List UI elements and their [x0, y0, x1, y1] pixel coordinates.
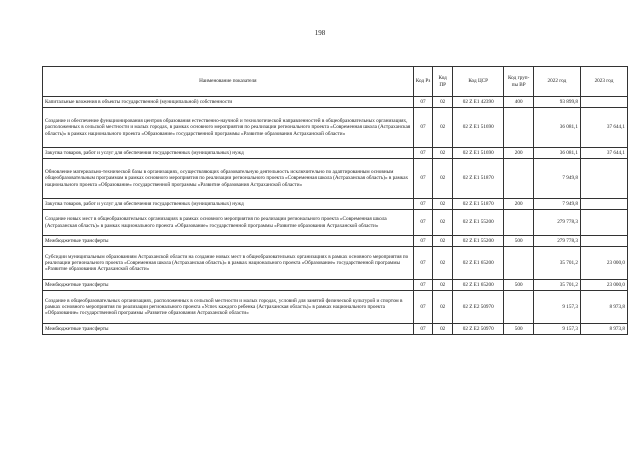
row-2022-cell: 7 949,8: [533, 159, 580, 199]
row-name-cell: Закупка товаров, работ и услуг для обеспечения государственных (муниципальных) нужд: [43, 199, 414, 210]
row-pr-cell: 02: [433, 108, 453, 148]
table-row: [43, 247, 628, 280]
row-2023-cell: 23 000,0: [580, 280, 627, 291]
row-pr-cell: 02: [433, 247, 453, 280]
row-vr-cell: 200: [504, 199, 534, 210]
row-name-cell: Капитальные вложения в объекты государственной (муниципальной) собственности: [43, 97, 414, 108]
row-pr-cell: 02: [433, 97, 453, 108]
row-2023-cell: 8 973,8: [580, 324, 627, 335]
row-vr-cell: 500: [504, 324, 534, 335]
row-name-cell: Обновление материально-технической базы в организациях, осуществляющих образовательную деятельность исключительно по адаптированным основным общеобразовательным программам в рамках основного мероприятия по реализации регионального проекта «Современная школа (Астраханская область)» в рамках национального проекта «Образование» государственной программы «Развитие образования Астраханской области»: [43, 159, 414, 199]
row-name-cell: Закупка товаров, работ и услуг для обеспечения государственных (муниципальных) нужд: [43, 148, 414, 159]
row-rz-cell: 07: [413, 291, 433, 324]
row-vr-cell: [504, 159, 534, 199]
row-rz-cell: 07: [413, 247, 433, 280]
header-rz: Код Рз: [413, 67, 433, 97]
row-pr-cell: 02: [433, 148, 453, 159]
table-row: [43, 159, 628, 199]
table-row: [43, 291, 628, 324]
row-2023-cell: [580, 210, 627, 236]
row-rz-cell: 07: [413, 210, 433, 236]
row-name-cell: Межбюджетные трансферты: [43, 324, 414, 335]
row-pr-cell: 02: [433, 280, 453, 291]
table-row: [43, 280, 628, 291]
row-2023-cell: [580, 159, 627, 199]
row-csr-cell: 02 Z E1 51690: [453, 148, 504, 159]
row-2023-cell: [580, 97, 627, 108]
row-name-cell: Создание в общеобразовательных организациях, расположенных в сельской местности и малых городах, условий для занятий физической культурой и спортом в рамках основного мероприятия по реализации регионального проекта «Успех каждого ребенка (Астраханская область)» в рамках национального проекта «Образование» государственной программы «Развитие образования Астраханской области»: [43, 291, 414, 324]
row-vr-cell: [504, 210, 534, 236]
row-2022-cell: 35 701,2: [533, 247, 580, 280]
header-name: Наименование показателя: [43, 67, 414, 97]
row-2022-cell: 93 899,8: [533, 97, 580, 108]
row-pr-cell: 02: [433, 159, 453, 199]
row-rz-cell: 07: [413, 280, 433, 291]
row-csr-cell: 02 Z E1 51690: [453, 108, 504, 148]
header-vr: Код груп-пы ВР: [504, 67, 534, 97]
row-2022-cell: 36 081,1: [533, 148, 580, 159]
row-vr-cell: 200: [504, 148, 534, 159]
header-2023: 2023 год: [580, 67, 627, 97]
row-pr-cell: 02: [433, 236, 453, 247]
row-csr-cell: 02 Z E1 42390: [453, 97, 504, 108]
row-csr-cell: 02 Z E1 55200: [453, 210, 504, 236]
table-row: [43, 97, 628, 108]
header-csr: Код ЦСР: [453, 67, 504, 97]
row-vr-cell: 400: [504, 97, 534, 108]
row-2022-cell: 35 701,2: [533, 280, 580, 291]
row-2022-cell: 7 949,8: [533, 199, 580, 210]
row-vr-cell: [504, 108, 534, 148]
row-rz-cell: 07: [413, 159, 433, 199]
header-2022: 2022 год: [533, 67, 580, 97]
row-2022-cell: 9 157,3: [533, 291, 580, 324]
row-rz-cell: 07: [413, 108, 433, 148]
row-rz-cell: 07: [413, 236, 433, 247]
row-pr-cell: 02: [433, 210, 453, 236]
table-row: [43, 324, 628, 335]
row-csr-cell: 02 Z E1 51870: [453, 199, 504, 210]
budget-table: [42, 66, 628, 335]
row-2022-cell: 9 157,3: [533, 324, 580, 335]
row-csr-cell: 02 Z E1 55200: [453, 236, 504, 247]
row-2023-cell: 37 644,1: [580, 108, 627, 148]
row-2022-cell: 36 081,1: [533, 108, 580, 148]
row-rz-cell: 07: [413, 199, 433, 210]
table-header-row: [43, 67, 628, 97]
row-rz-cell: 07: [413, 324, 433, 335]
table-row: [43, 210, 628, 236]
row-csr-cell: 02 Z E2 50970: [453, 291, 504, 324]
row-2022-cell: 279 778,3: [533, 236, 580, 247]
row-name-cell: Межбюджетные трансферты: [43, 280, 414, 291]
row-name-cell: Субсидии муниципальным образованиям Астраханской области на создание новых мест в общеобразовательных организациях в рамках основного мероприятия по реализации регионального проекта «Современная школа (Астраханская область)» в рамках национального проекта «Образование» государственной программы «Развитие образования Астраханской области»: [43, 247, 414, 280]
row-2023-cell: 37 644,1: [580, 148, 627, 159]
row-vr-cell: 500: [504, 280, 534, 291]
table-row: [43, 199, 628, 210]
table-row: [43, 108, 628, 148]
row-csr-cell: 02 Z E1 65200: [453, 280, 504, 291]
header-pr: Код ПР: [433, 67, 453, 97]
row-rz-cell: 07: [413, 97, 433, 108]
row-pr-cell: 02: [433, 199, 453, 210]
row-2023-cell: [580, 199, 627, 210]
row-name-cell: Межбюджетные трансферты: [43, 236, 414, 247]
row-2022-cell: 279 778,3: [533, 210, 580, 236]
table-row: [43, 148, 628, 159]
row-2023-cell: 23 000,0: [580, 247, 627, 280]
row-csr-cell: 02 Z E2 50970: [453, 324, 504, 335]
page-number: 198: [314, 29, 326, 37]
row-name-cell: Создание новых мест в общеобразовательных организациях в рамках основного мероприятия по реализации регионального проекта «Современная школа (Астраханская область)» в рамках национального проекта «Образование» государственной программы «Развитие образования Астраханской области»: [43, 210, 414, 236]
row-name-cell: Создание и обеспечение функционирования центров образования естественно-научной и технологической направленностей в общеобразовательных организациях, расположенных в сельской местности и малых городах, в рамках основного мероприятия по реализации регионального проекта «Современная школа (Астраханская область)» в рамках национального проекта «Образование» государственной программы «Развитие образования Астраханской области»: [43, 108, 414, 148]
row-rz-cell: 07: [413, 148, 433, 159]
row-vr-cell: [504, 291, 534, 324]
row-pr-cell: 02: [433, 324, 453, 335]
row-vr-cell: 500: [504, 236, 534, 247]
row-csr-cell: 02 Z E1 51870: [453, 159, 504, 199]
row-2023-cell: 8 973,8: [580, 291, 627, 324]
row-pr-cell: 02: [433, 291, 453, 324]
row-2023-cell: [580, 236, 627, 247]
table-row: [43, 236, 628, 247]
row-vr-cell: [504, 247, 534, 280]
row-csr-cell: 02 Z E1 65200: [453, 247, 504, 280]
